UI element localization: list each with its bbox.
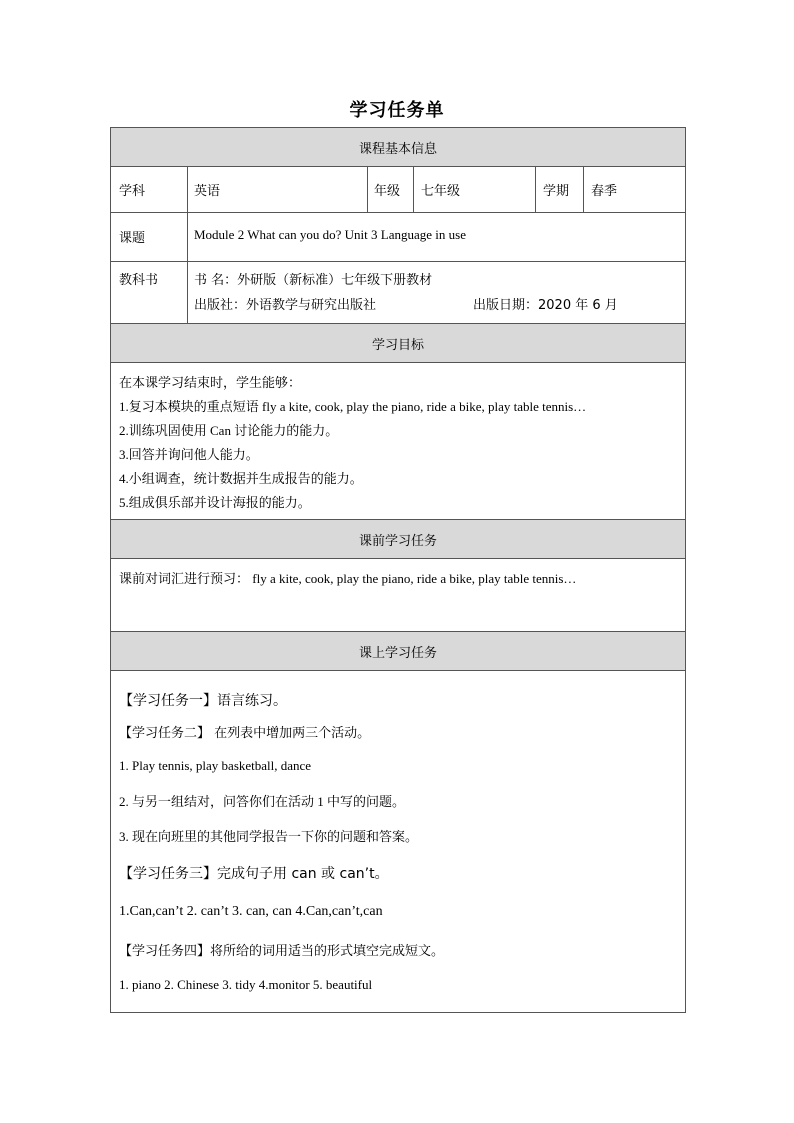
section-header-in-class [111,632,685,670]
task-item: 2. 与另一组结对，问答你们在活动 1 中写的问题。 [119,794,406,809]
objective-item: 4.小组调查，统计数据并生成报告的能力。 [119,471,363,486]
row-divider [111,261,685,262]
textbook-label: 教科书 [119,273,159,288]
textbook-publish-date: 出版日期：2020 年 6 月 [473,298,618,313]
task-answer: 1.Can,can’t 2. can’t 3. can, can 4.Can,can’t,can [119,904,383,919]
section-header-objectives [111,324,685,362]
row-divider [111,362,685,363]
column-divider [535,166,536,212]
row-divider [111,670,685,671]
task-heading-4: 【学习任务四】将所给的词用适当的形式填空完成短文。 [119,944,445,959]
section-title-in-class: 课上学习任务 [358,646,437,661]
objective-intro: 在本课学习结束时，学生能够： [119,376,302,391]
textbook-name: 书 名：外研版（新标准）七年级下册教材 [194,273,433,288]
objective-item: 3.回答并询问他人能力。 [119,447,259,462]
term-value: 春季 [591,184,618,199]
column-divider [413,166,414,212]
task-answer: 1. Play tennis, play basketball, dance [119,758,312,773]
textbook-publisher: 出版社：外语教学与研究出版社 [194,298,377,313]
section-title-basic-info: 课程基本信息 [358,142,437,157]
section-title-pre-class: 课前学习任务 [358,534,437,549]
pre-class-task: 课前对词汇进行预习： fly a kite, cook, play the piano, ride a bike, play table tennis… [119,571,577,586]
objective-item: 5.组成俱乐部并设计海报的能力。 [119,495,311,510]
task-sheet-table [110,127,686,1013]
document-title: 学习任务单 [349,100,445,121]
task-heading-2: 【学习任务二】 在列表中增加两三个活动。 [119,726,371,741]
objective-item: 2.训练巩固使用 Can 讨论能力的能力。 [119,423,339,438]
row-divider [111,558,685,559]
task-item: 3. 现在向班里的其他同学报告一下你的问题和答案。 [119,829,419,844]
topic-value: Module 2 What can you do? Unit 3 Language in use [194,227,466,242]
task-heading-3: 【学习任务三】完成句子用 can 或 can’t。 [119,866,389,882]
grade-value: 七年级 [421,184,461,199]
task-answer: 1. piano 2. Chinese 3. tidy 4.monitor 5. beautiful [119,977,373,992]
objective-item: 1.复习本模块的重点短语 fly a kite, cook, play the piano, ride a bike, play table tennis… [119,399,587,414]
row-divider [111,166,685,167]
topic-label: 课题 [119,231,146,246]
column-divider [367,166,368,212]
term-label: 学期 [543,184,570,199]
row-divider [111,212,685,213]
subject-value: 英语 [194,184,221,199]
section-title-objectives: 学习目标 [371,338,424,353]
section-header-basic-info [111,128,685,166]
grade-label: 年级 [374,184,401,199]
label-column-divider [187,166,188,323]
column-divider [583,166,584,212]
subject-label: 学科 [119,184,146,199]
task-heading-1: 【学习任务一】语言练习。 [119,693,287,709]
section-header-pre-class [111,520,685,558]
